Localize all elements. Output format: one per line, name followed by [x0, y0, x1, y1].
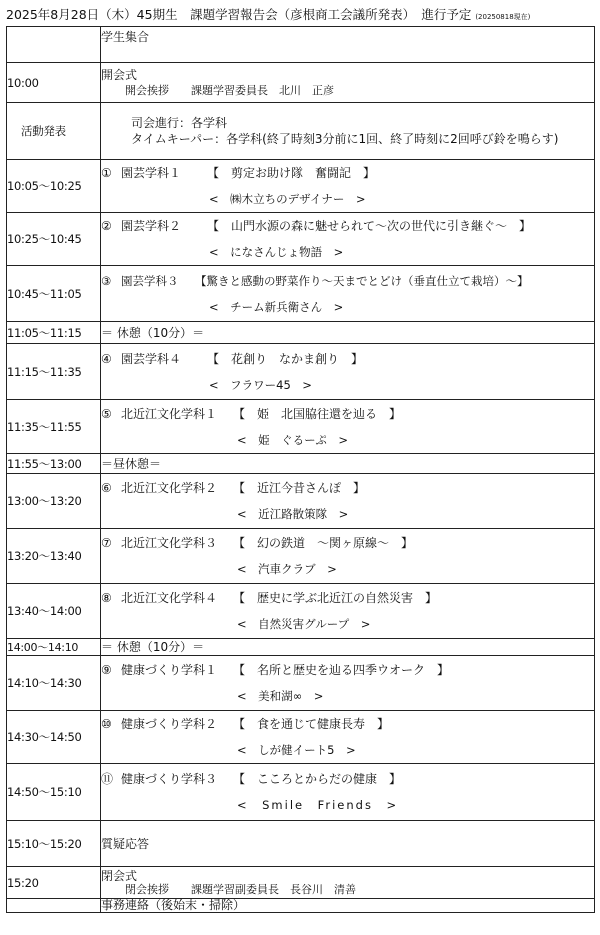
department: 園芸学科１ — [121, 166, 182, 180]
closing-ceremony-label: 閉会式 — [101, 868, 138, 883]
presentation-number: ⑦ — [101, 536, 112, 550]
project-title: 【 近江今昔さんぽ 】 — [233, 481, 366, 495]
mc-note: 司会進行：各学科 — [131, 116, 228, 130]
document-title: 2025年8月28日（木）45期生 課題学習報告会（彦根商工会議所発表） 進行予定 — [6, 7, 472, 22]
as-of-date: (20250818現在) — [475, 13, 531, 21]
department: 園芸学科２ — [121, 219, 182, 233]
opening-greeting: 開会挨拶 課題学習委員長 北川 正彦 — [125, 83, 334, 97]
team-name: < チーム新兵衛さん > — [209, 299, 344, 314]
time-cell: 14:10～14:30 — [7, 656, 101, 711]
time-cell: 11:15～11:35 — [7, 344, 101, 400]
department: 北近江文化学科３ — [121, 536, 218, 550]
time-cell — [7, 899, 101, 913]
department: 北近江文化学科４ — [121, 591, 218, 605]
table-row — [7, 821, 595, 867]
table-row — [7, 454, 595, 474]
table-row — [7, 474, 595, 529]
team-name: < フラワー45 > — [209, 377, 312, 392]
time-cell: 10:00 — [7, 63, 101, 103]
department: 園芸学科３ — [121, 273, 179, 288]
presentation-number: ⑪ — [101, 772, 114, 786]
time-cell: 10:25～10:45 — [7, 213, 101, 266]
table-row — [7, 322, 595, 344]
presentation-number: ③ — [101, 273, 112, 288]
department: 北近江文化学科１ — [121, 406, 218, 421]
time-cell: 10:05～10:25 — [7, 160, 101, 213]
team-name: < 近江路散策隊 > — [237, 507, 349, 521]
team-name: < しが健イート5 > — [237, 743, 356, 757]
time-cell: 15:10～15:20 — [7, 821, 101, 867]
project-title: 【 こころとからだの健康 】 — [233, 772, 402, 786]
table-row — [7, 213, 595, 266]
table-row — [7, 867, 595, 899]
presentation-number: ① — [101, 166, 112, 180]
time-cell: 11:55～13:00 — [7, 454, 101, 474]
project-title: 【 食を通じて健康長寿 】 — [233, 717, 390, 731]
table-row — [7, 584, 595, 639]
team-name: < 美和湖∞ > — [237, 689, 324, 703]
table-row — [7, 764, 595, 821]
time-cell — [7, 27, 101, 63]
presentation-number: ⑥ — [101, 481, 112, 495]
qa-label: 質疑応答 — [101, 836, 150, 851]
table-row — [7, 529, 595, 584]
time-cell: 14:00～14:10 — [7, 639, 101, 656]
presentation-number: ⑩ — [101, 717, 112, 731]
table-row — [7, 899, 595, 913]
presentation-number: ② — [101, 219, 112, 233]
schedule-table — [6, 26, 595, 913]
table-row — [7, 344, 595, 400]
department: 園芸学科４ — [121, 351, 182, 366]
project-title: 【 歴史に学ぶ北近江の自然災害 】 — [233, 591, 438, 605]
time-cell: 11:05～11:15 — [7, 322, 101, 344]
team-name: < 汽車クラブ > — [237, 562, 337, 576]
activity-label: 活動発表 — [7, 103, 101, 160]
team-name: < 自然災害グループ > — [237, 617, 371, 631]
table-row — [7, 639, 595, 656]
opening-ceremony-label: 開会式 — [101, 67, 138, 82]
lunch-break-label: ＝昼休憩＝ — [101, 456, 162, 471]
table-row — [7, 103, 595, 160]
table-row — [7, 400, 595, 454]
team-name: < 姫 ぐるーぷ > — [237, 432, 349, 447]
time-cell: 15:20 — [7, 867, 101, 899]
time-cell: 10:45～11:05 — [7, 266, 101, 322]
time-cell: 13:00～13:20 — [7, 474, 101, 529]
project-title: 【 山門水源の森に魅せられて～次の世代に引き継ぐ～ 】 — [207, 219, 532, 233]
break-label: ＝ 休憩（10分）＝ — [101, 325, 205, 340]
project-title: 【 花創り なかま創り 】 — [207, 351, 364, 366]
team-name: < になさんじょ物語 > — [209, 245, 344, 259]
time-cell: 13:20～13:40 — [7, 529, 101, 584]
project-title: 【 名所と歴史を辿る四季ウオーク 】 — [233, 663, 450, 677]
project-title: 【 剪定お助け隊 奮闘記 】 — [207, 166, 376, 180]
table-row — [7, 160, 595, 213]
document-header — [6, 4, 594, 26]
break-label: ＝ 休憩（10分）＝ — [101, 640, 205, 654]
presentation-number: ⑨ — [101, 663, 112, 677]
team-name: < Smile Friends > — [237, 798, 399, 812]
team-name: < ㈱木立ちのデザイナー > — [209, 192, 366, 206]
timekeeper-note: タイムキーパー：各学科(終了時刻3分前に1回、終了時刻に2回呼び鈴を鳴らす) — [131, 132, 559, 146]
closing-greeting: 閉会挨拶 課題学習副委員長 長谷川 清善 — [125, 882, 356, 896]
project-title: 【 姫 北国脇往還を辿る 】 — [233, 406, 402, 421]
project-title: 【驚きと感動の野菜作り～天までとどけ（垂直仕立て栽培）～】 — [195, 273, 529, 288]
presentation-number: ⑧ — [101, 591, 112, 605]
time-cell: 14:30～14:50 — [7, 711, 101, 764]
gathering-label: 学生集合 — [101, 30, 150, 44]
table-row — [7, 63, 595, 103]
presentation-number: ④ — [101, 351, 112, 366]
department: 健康づくり学科２ — [121, 717, 218, 731]
table-row — [7, 656, 595, 711]
department: 北近江文化学科２ — [121, 481, 218, 495]
presentation-number: ⑤ — [101, 406, 112, 421]
time-cell: 13:40～14:00 — [7, 584, 101, 639]
admin-notice: 事務連絡（後始末・掃除） — [101, 899, 246, 912]
department: 健康づくり学科１ — [121, 663, 218, 677]
table-row — [7, 266, 595, 322]
project-title: 【 幻の鉄道 ～関ヶ原線～ 】 — [233, 536, 414, 550]
time-cell: 11:35～11:55 — [7, 400, 101, 454]
table-row — [7, 27, 595, 63]
time-cell: 14:50～15:10 — [7, 764, 101, 821]
table-row — [7, 711, 595, 764]
department: 健康づくり学科３ — [121, 772, 218, 786]
